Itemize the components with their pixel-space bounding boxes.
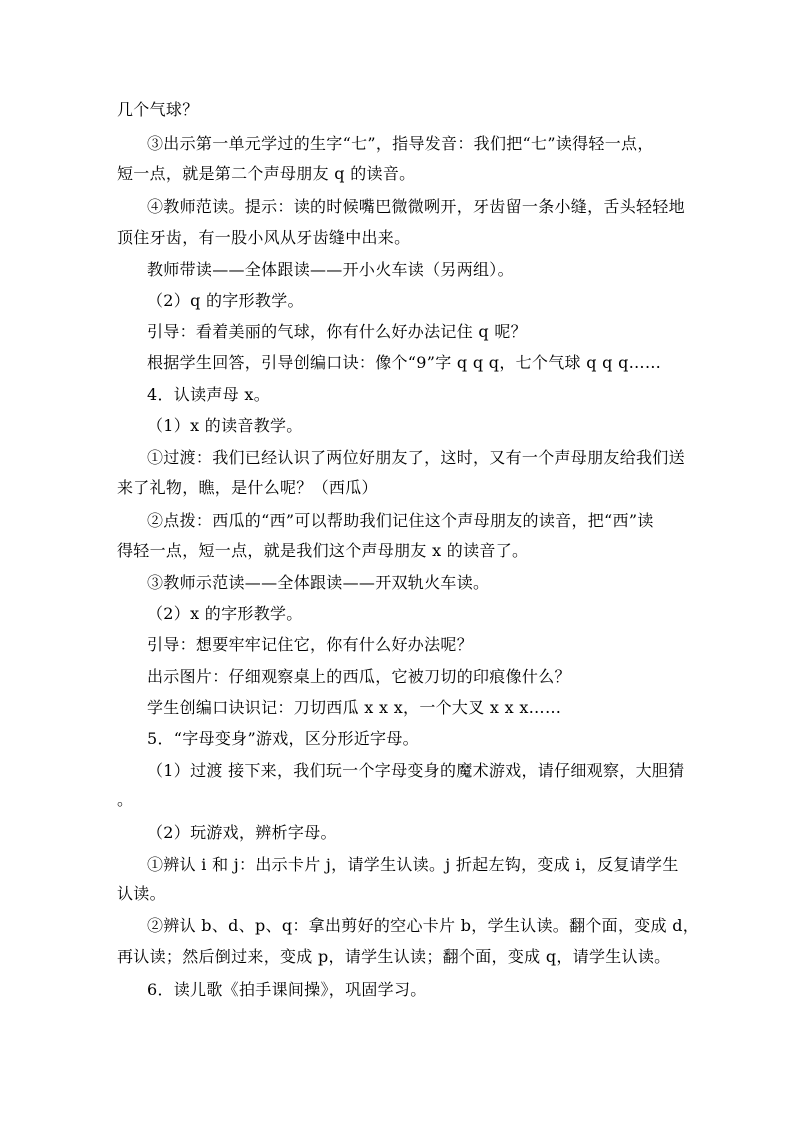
text-line: 引导：看着美丽的气球，你有什么好办法记住 q 呢？	[147, 322, 527, 341]
text-line: 来了礼物，瞧，是什么呢？（西瓜）	[117, 478, 378, 497]
text-line: ②点拨：西瓜的“西”可以帮助我们记住这个声母朋友的读音，把“西”读	[147, 511, 654, 530]
text-line: （2）x 的字形教学。	[147, 604, 303, 623]
text-line: ①过渡：我们已经认识了两位好朋友了，这时，又有一个声母朋友给我们送	[147, 448, 685, 467]
text-line: 根据学生回答，引导创编口诀：像个“9”字 q q q，七个气球 q q q……	[147, 353, 662, 372]
text-line: 4．认读声母 x。	[147, 385, 270, 404]
text-line: 出示图片：仔细观察桌上的西瓜，它被刀切的印痕像什么？	[147, 667, 571, 686]
text-line: ④教师范读。提示：读的时候嘴巴微微咧开，牙齿留一条小缝，舌头轻轻地	[147, 197, 685, 216]
text-line: 引导：想要牢牢记住它，你有什么好办法呢？	[147, 635, 474, 654]
text-line: 5．“字母变身”游戏，区分形近字母。	[147, 729, 419, 748]
text-line: ①辨认 i 和 j：出示卡片 j，请学生认读。j 折起左钩，变成 i，反复请学生	[147, 855, 679, 874]
text-line: 学生创编口诀识记：刀切西瓜 x x x，一个大叉 x x x……	[147, 698, 562, 717]
text-line: 得轻一点，短一点，就是我们这个声母朋友 x 的读音了。	[117, 541, 529, 560]
text-line: ③出示第一单元学过的生字“七”，指导发音：我们把“七”读得轻一点，	[147, 134, 654, 153]
text-line: （2）q 的字形教学。	[147, 291, 304, 310]
text-line: 认读。	[117, 884, 166, 903]
text-line: ②辨认 b、d、p、q：拿出剪好的空心卡片 b，学生认读。翻个面，变成 d，	[147, 916, 700, 935]
text-line: 短一点，就是第二个声母朋友 q 的读音。	[117, 164, 416, 183]
text-line: 6．读儿歌《拍手课间操》，巩固学习。	[147, 980, 427, 999]
text-line: 再认读；然后倒过来，变成 p，请学生认读；翻个面，变成 q，请学生认读。	[117, 947, 671, 966]
text-line: 。	[117, 790, 134, 809]
text-line: 教师带读——全体跟读——开小火车读（另两组）。	[147, 260, 514, 279]
text-line: ③教师示范读——全体跟读——开双轨火车读。	[147, 573, 490, 592]
text-line: （2）玩游戏，辨析字母。	[147, 823, 337, 842]
text-line: 几个气球？	[117, 100, 199, 119]
text-line: （1）过渡 接下来，我们玩一个字母变身的魔术游戏，请仔细观察，大胆猜	[147, 761, 685, 780]
text-line: （1）x 的读音教学。	[147, 416, 303, 435]
text-line: 顶住牙齿，有一股小风从牙齿缝中出来。	[117, 228, 411, 247]
